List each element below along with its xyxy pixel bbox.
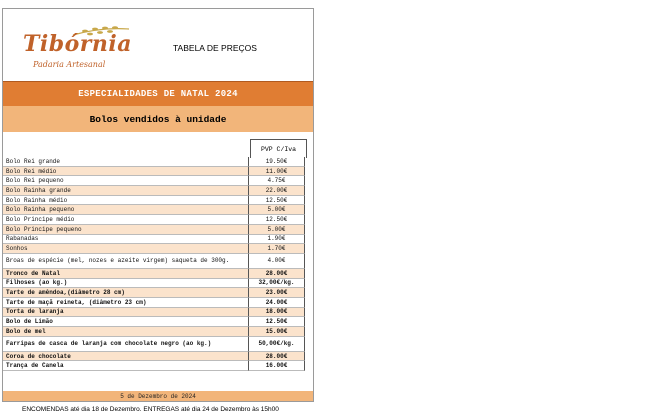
product-price: 12.50€ xyxy=(249,317,305,327)
product-name: Broas de espécie (mel, nozes e azeite virgem) saqueta de 300g. xyxy=(3,254,249,269)
product-name: Tarte de maçã reineta, (diâmetro 23 cm) xyxy=(3,298,249,308)
product-price: 28.00€ xyxy=(249,269,305,279)
table-row xyxy=(3,157,306,167)
order-note: ENCOMENDAS até dia 18 de Dezembro. ENTREGAS até dia 24 de Dezembro às 15h00 xyxy=(22,406,279,413)
table-row xyxy=(3,308,306,318)
product-name: Filhoses (ao kg.) xyxy=(3,279,249,289)
table-row xyxy=(3,196,306,206)
product-price: 1.70€ xyxy=(249,244,305,254)
product-name: Coroa de chocolate xyxy=(3,352,249,362)
product-price: 24.00€ xyxy=(249,298,305,308)
product-name: Bolo Rei pequeno xyxy=(3,176,249,186)
table-row xyxy=(3,298,306,308)
product-price: 12.50€ xyxy=(249,196,305,206)
product-price: 50,00€/kg. xyxy=(249,337,305,352)
table-row xyxy=(3,176,306,186)
product-name: Rabanadas xyxy=(3,235,249,245)
product-name: Tarte de amêndoa,(diâmetro 28 cm) xyxy=(3,288,249,298)
page-title: TABELA DE PREÇOS xyxy=(173,43,257,53)
product-price: 28.00€ xyxy=(249,352,305,362)
section-subtitle: Bolos vendidos à unidade xyxy=(3,106,313,132)
table-row xyxy=(3,186,306,196)
product-price: 4.75€ xyxy=(249,176,305,186)
product-name: Tronco de Natal xyxy=(3,269,249,279)
table-row xyxy=(3,352,306,362)
product-price: 16.00€ xyxy=(249,361,305,371)
price-table xyxy=(3,157,306,371)
product-price: 11.00€ xyxy=(249,167,305,177)
product-name: Torta de laranja xyxy=(3,308,249,318)
product-price: 5.00€ xyxy=(249,225,305,235)
product-name: Bolo Principe médio xyxy=(3,215,249,225)
product-name: Sonhos xyxy=(3,244,249,254)
product-name: Bolo Rainha grande xyxy=(3,186,249,196)
product-price: 4.00€ xyxy=(249,254,305,269)
product-name: Bolo de Limão xyxy=(3,317,249,327)
product-price: 19.50€ xyxy=(249,157,305,167)
product-name: Bolo Principe pequeno xyxy=(3,225,249,235)
brand-name: Tibórnia xyxy=(23,31,132,57)
product-name: Farripas de casca de laranja com chocolate negro (ao kg.) xyxy=(3,337,249,352)
product-price: 1.90€ xyxy=(249,235,305,245)
table-row xyxy=(3,215,306,225)
table-row xyxy=(3,337,306,352)
price-sheet xyxy=(2,8,314,402)
table-row xyxy=(3,279,306,289)
brand-subtitle: Padaria Artesanal xyxy=(33,60,106,69)
product-name: Bolo Rainha pequeno xyxy=(3,205,249,215)
table-row xyxy=(3,327,306,337)
table-row xyxy=(3,317,306,327)
table-row xyxy=(3,361,306,371)
product-name: Bolo Rei grande xyxy=(3,157,249,167)
product-name: Bolo Rainha médio xyxy=(3,196,249,206)
table-row xyxy=(3,269,306,279)
product-price: 15.00€ xyxy=(249,327,305,337)
table-row xyxy=(3,288,306,298)
product-price: 18.00€ xyxy=(249,308,305,318)
product-price: 5.00€ xyxy=(249,205,305,215)
product-price: 23.00€ xyxy=(249,288,305,298)
price-column-header: PVP C/Iva xyxy=(250,139,307,158)
table-row xyxy=(3,254,306,269)
product-price: 32,00€/kg. xyxy=(249,279,305,289)
table-row xyxy=(3,244,306,254)
product-price: 12.50€ xyxy=(249,215,305,225)
table-row xyxy=(3,235,306,245)
product-name: Trança de Canela xyxy=(3,361,249,371)
product-name: Bolo de mel xyxy=(3,327,249,337)
product-price: 22.00€ xyxy=(249,186,305,196)
date-footer: 5 de Dezembro de 2024 xyxy=(3,391,313,401)
product-name: Bolo Rei médio xyxy=(3,167,249,177)
table-row xyxy=(3,205,306,215)
table-row xyxy=(3,167,306,177)
brand-logo xyxy=(23,25,132,75)
section-title: ESPECIALIDADES DE NATAL 2024 xyxy=(3,81,313,107)
table-row xyxy=(3,225,306,235)
